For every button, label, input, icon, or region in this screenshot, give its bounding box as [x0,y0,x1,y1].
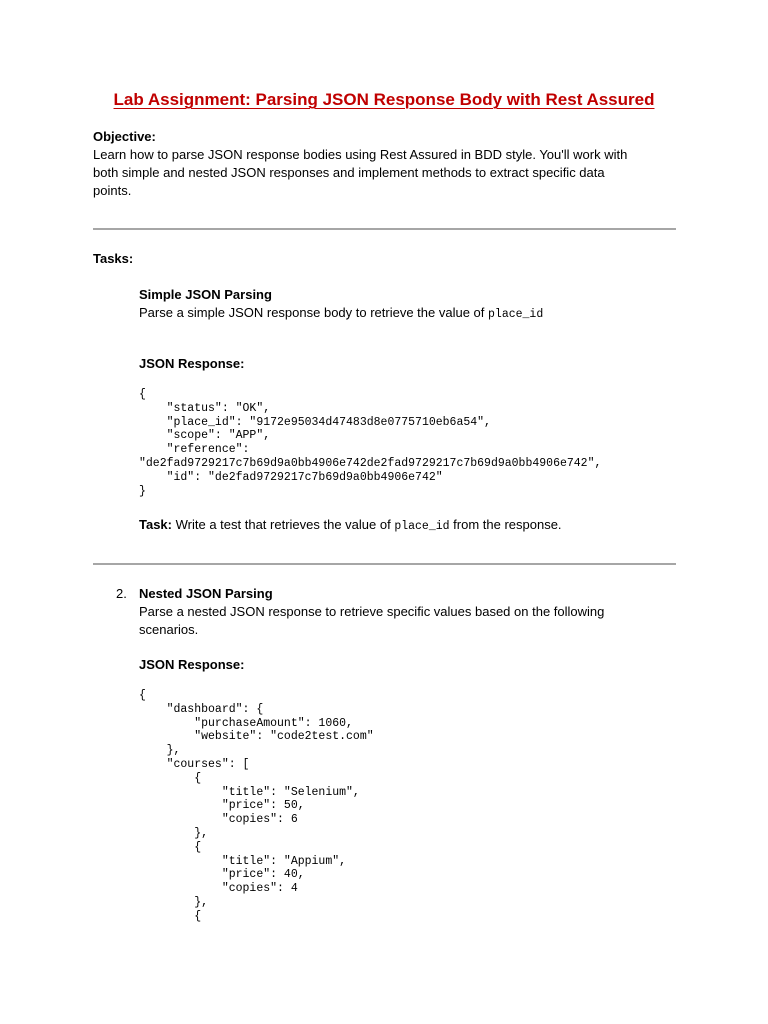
page-title-text: Lab Assignment: Parsing JSON Response Body with Rest Assured [113,90,655,109]
simple-description-text: Parse a simple JSON response body to retrieve the value of [139,305,489,320]
simple-description [139,304,699,324]
page-title [0,89,768,111]
nested-description-line-2: scenarios. [139,622,199,637]
nested-json-code: { "dashboard": { "purchaseAmount": 1060, "website": "code2test.com" }, "courses": [ { "title": "Selenium", "price": 50, "copies": 6 }, { "title": "Appium", "price": 40, "copies": 4 }, { [139,689,374,923]
simple-section [139,286,699,324]
simple-heading: Simple JSON Parsing [139,287,272,302]
nested-section [139,585,699,639]
objective-heading: Objective: [93,129,156,144]
simple-task-end: from the response. [449,517,562,532]
objective-line-2: both simple and nested JSON responses and implement methods to extract specific data [93,165,605,180]
tasks-heading: Tasks: [93,251,134,266]
objective-line-1: Learn how to parse JSON response bodies using Rest Assured in BDD style. You'll work with [93,147,628,162]
objective-line-3: points. [93,183,132,198]
simple-json-code: { "status": "OK", "place_id": "9172e95034d47483d8e0775710eb6a54", "scope": "APP", "reference": "de2fad9729217c7b69d9a0bb4906e742de2fad9729217c7b69d9a0bb4906e742", "id": "de2fad9729217c7b69d9a0bb4906e742" } [139,388,602,498]
nested-response-heading: JSON Response: [139,657,245,672]
nested-description-line-1: Parse a nested JSON response to retrieve specific values based on the following [139,604,605,619]
nested-number: 2. [116,586,127,601]
simple-task-text: Write a test that retrieves the value of [172,517,395,532]
divider-1 [93,228,676,230]
simple-response-heading: JSON Response: [139,356,245,371]
simple-task [139,516,699,536]
nested-heading: Nested JSON Parsing [139,586,273,601]
simple-description-code: place_id [488,308,544,321]
objective-section [93,128,693,200]
divider-2 [93,563,676,565]
simple-task-label: Task: [139,517,172,532]
simple-task-code: place_id [394,520,450,533]
